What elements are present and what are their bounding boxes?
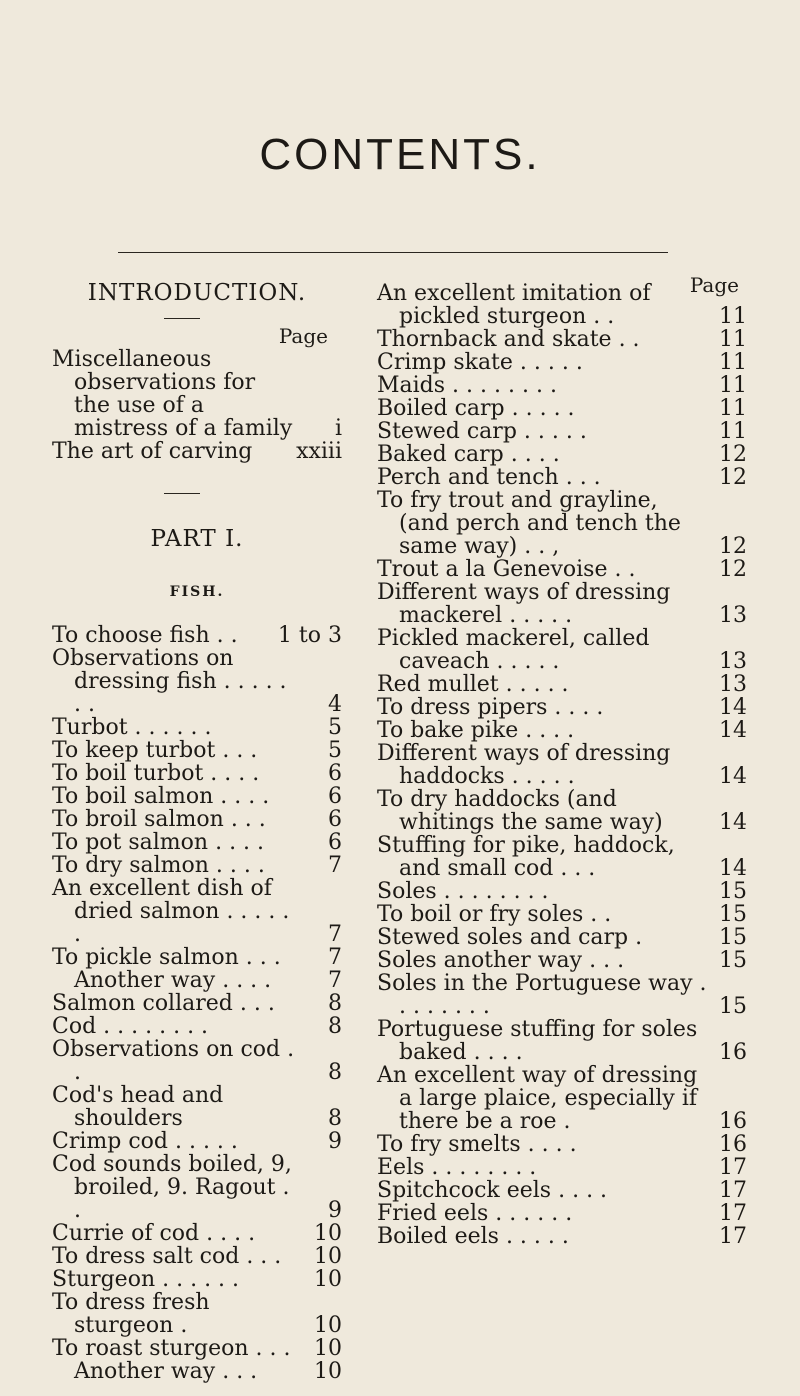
contents-entry: [52, 1268, 342, 1291]
entry-title: Boiled eels . . . . .: [377, 1224, 569, 1249]
entry-page-number: 17: [719, 1201, 747, 1226]
contents-entry: [377, 420, 747, 443]
entry-title: The art of carving: [52, 439, 253, 464]
entry-page-number: 15: [719, 879, 747, 904]
entry-page-number: 8: [328, 1106, 342, 1131]
entry-title: Baked carp . . . .: [377, 442, 560, 467]
section-divider: [164, 493, 200, 494]
contents-entry: [377, 696, 747, 719]
entry-title: Maids . . . . . . . .: [377, 373, 557, 398]
entry-title: Turbot . . . . . .: [52, 715, 212, 740]
entry-title: To keep turbot . . .: [52, 738, 258, 763]
entry-title: To pickle salmon . . .: [52, 945, 281, 970]
entry-page-number: 9: [328, 1129, 342, 1154]
entry-page-number: 5: [328, 738, 342, 763]
contents-entry: [377, 1179, 747, 1202]
left-contents-list: [52, 624, 342, 1383]
entry-title: To dress pipers . . . .: [377, 695, 604, 720]
entry-title: Observations on dressing fish . . . . . . .: [52, 646, 287, 717]
entry-title: Spitchcock eels . . . .: [377, 1178, 608, 1203]
fish-heading: FISH.: [169, 584, 225, 600]
entry-title: Pickled mackerel, called caveach . . . . .: [377, 626, 650, 674]
title-divider: [118, 252, 668, 253]
contents-entry: [52, 854, 342, 877]
entry-page-number: 4: [328, 692, 342, 717]
entry-page-number: 11: [719, 350, 747, 375]
contents-entry: [377, 581, 747, 627]
contents-entry: [377, 627, 747, 673]
contents-entry: [377, 1064, 747, 1133]
contents-entry: [52, 1130, 342, 1153]
entry-title: An excellent imitation of pickled sturgeon . .: [377, 281, 651, 329]
contents-entry: [52, 624, 342, 647]
contents-entry: [52, 1153, 342, 1222]
contents-entry: [377, 1156, 747, 1179]
contents-entry: [52, 1360, 342, 1383]
page-column-label: Page: [689, 273, 739, 297]
entry-page-number: 12: [719, 534, 747, 559]
contents-entry: [52, 1038, 342, 1084]
entry-page-number: 12: [719, 465, 747, 490]
entry-page-number: 8: [328, 991, 342, 1016]
entry-page-number: 6: [328, 784, 342, 809]
contents-entry: [52, 440, 342, 463]
entry-title: To choose fish . .: [52, 623, 238, 648]
entry-page-number: xxiii: [296, 439, 342, 464]
entry-page-number: 14: [719, 764, 747, 789]
entry-page-number: 15: [719, 902, 747, 927]
entry-title: To pot salmon . . . .: [52, 830, 265, 855]
entry-page-number: 7: [328, 945, 342, 970]
contents-entry: [52, 877, 342, 946]
contents-entry: [377, 788, 747, 834]
entry-page-number: 14: [719, 810, 747, 835]
contents-entry: [377, 972, 747, 1018]
entry-page-number: 11: [719, 419, 747, 444]
contents-entry: [377, 351, 747, 374]
entry-title: Cod's head and shoulders: [52, 1083, 224, 1131]
entry-page-number: 11: [719, 327, 747, 352]
entry-title: To dry salmon . . . .: [52, 853, 265, 878]
contents-entry: [377, 1018, 747, 1064]
entry-title: Portuguese stuffing for soles baked . . . .: [377, 1017, 698, 1065]
entry-page-number: i: [334, 416, 342, 441]
entry-page-number: 15: [719, 948, 747, 973]
entry-title: To boil or fry soles . .: [377, 902, 612, 927]
entry-page-number: 7: [328, 922, 342, 947]
entry-page-number: 15: [719, 925, 747, 950]
entry-title: Sturgeon . . . . . .: [52, 1267, 240, 1292]
entry-title: To dress fresh sturgeon .: [52, 1290, 210, 1338]
section-divider: [164, 318, 200, 319]
contents-entry: [52, 785, 342, 808]
contents-entry: [377, 834, 747, 880]
entry-page-number: 14: [719, 718, 747, 743]
contents-entry: [377, 558, 747, 581]
contents-entry: [52, 1084, 342, 1130]
entry-title: Thornback and skate . .: [377, 327, 640, 352]
entry-title: Salmon collared . . .: [52, 991, 275, 1016]
contents-entry: [377, 328, 747, 351]
entry-page-number: 17: [719, 1178, 747, 1203]
entry-title: Currie of cod . . . .: [52, 1221, 256, 1246]
entry-title: Another way . . .: [74, 1359, 258, 1384]
entry-title: Soles . . . . . . . .: [377, 879, 549, 904]
entry-page-number: 15: [719, 994, 747, 1019]
entry-page-number: 12: [719, 442, 747, 467]
entry-title: To dress salt cod . . .: [52, 1244, 282, 1269]
right-contents-list: [377, 282, 747, 1248]
entry-title: Stewed soles and carp .: [377, 925, 643, 950]
entry-page-number: 14: [719, 856, 747, 881]
entry-page-number: 1 to 3: [277, 623, 342, 648]
entry-title: To fry trout and grayline, (and perch and tench the same way) . . ,: [377, 488, 681, 559]
entry-page-number: 17: [719, 1224, 747, 1249]
entry-page-number: 16: [719, 1109, 747, 1134]
entry-title: Cod sounds boiled, 9, broiled, 9. Ragout . .: [52, 1152, 292, 1223]
entry-title: To bake pike . . . .: [377, 718, 575, 743]
contents-entry: [377, 949, 747, 972]
entry-title: Different ways of dressing haddocks . . . . .: [377, 741, 671, 789]
contents-entry: [377, 926, 747, 949]
contents-entry: [377, 489, 747, 558]
entry-title: Another way . . . .: [74, 968, 272, 993]
entry-page-number: 10: [314, 1359, 342, 1384]
contents-entry: [52, 992, 342, 1015]
page-title: CONTENTS.: [259, 130, 541, 179]
contents-entry: [377, 742, 747, 788]
entry-page-number: 11: [719, 304, 747, 329]
entry-title: To roast sturgeon . . .: [52, 1336, 291, 1361]
entry-title: Soles in the Portuguese way . . . . . . . .: [377, 971, 707, 1019]
entry-page-number: 10: [314, 1336, 342, 1361]
contents-entry: [377, 397, 747, 420]
contents-entry: [52, 946, 342, 969]
entry-title: To dry haddocks (and whitings the same way): [377, 787, 663, 835]
contents-entry: [52, 969, 342, 992]
entry-page-number: 12: [719, 557, 747, 582]
contents-entry: [52, 348, 342, 440]
contents-entry: [377, 880, 747, 903]
contents-entry: [52, 808, 342, 831]
entry-page-number: 6: [328, 830, 342, 855]
entry-page-number: 5: [328, 715, 342, 740]
entry-title: To fry smelts . . . .: [377, 1132, 577, 1157]
entry-page-number: 13: [719, 649, 747, 674]
entry-page-number: 16: [719, 1132, 747, 1157]
contents-entry: [52, 716, 342, 739]
entry-page-number: 6: [328, 761, 342, 786]
entry-page-number: 10: [314, 1313, 342, 1338]
contents-entry: [52, 1337, 342, 1360]
entry-title: Miscellaneous observations for the use of a mistress of a family: [52, 347, 293, 441]
entry-title: To broil salmon . . .: [52, 807, 266, 832]
entry-title: Red mullet . . . . .: [377, 672, 569, 697]
entry-page-number: 10: [314, 1267, 342, 1292]
entry-title: Fried eels . . . . . .: [377, 1201, 573, 1226]
right-column: [377, 273, 747, 1249]
introduction-heading: INTRODUCTION.: [87, 280, 307, 306]
part-heading: PART I.: [150, 526, 244, 552]
entry-title: Different ways of dressing mackerel . . . . .: [377, 580, 671, 628]
entry-page-number: 7: [328, 853, 342, 878]
entry-page-number: 11: [719, 373, 747, 398]
entry-title: Crimp skate . . . . .: [377, 350, 583, 375]
contents-entry: [52, 762, 342, 785]
entry-page-number: 16: [719, 1040, 747, 1065]
contents-entry: [377, 282, 747, 328]
entry-page-number: 10: [314, 1221, 342, 1246]
entry-title: Crimp cod . . . . .: [52, 1129, 238, 1154]
entry-title: Soles another way . . .: [377, 948, 625, 973]
entry-page-number: 13: [719, 672, 747, 697]
contents-entry: [52, 1015, 342, 1038]
entry-title: Boiled carp . . . . .: [377, 396, 575, 421]
contents-entry: [377, 466, 747, 489]
contents-entry: [52, 831, 342, 854]
contents-entry: [377, 1225, 747, 1248]
contents-entry: [377, 374, 747, 397]
entry-page-number: 17: [719, 1155, 747, 1180]
entry-title: Stuffing for pike, haddock, and small cod . . .: [377, 833, 675, 881]
page-column-label: Page: [278, 324, 328, 348]
entry-title: Observations on cod . .: [52, 1037, 295, 1085]
entry-page-number: 11: [719, 396, 747, 421]
entry-title: Trout a la Genevoise . .: [377, 557, 636, 582]
entry-page-number: 14: [719, 695, 747, 720]
entry-title: Cod . . . . . . . .: [52, 1014, 209, 1039]
entry-title: Stewed carp . . . . .: [377, 419, 587, 444]
entry-page-number: 9: [328, 1198, 342, 1223]
contents-entry: [52, 739, 342, 762]
entry-title: Eels . . . . . . . .: [377, 1155, 537, 1180]
contents-entry: [52, 647, 342, 716]
contents-entry: [377, 1133, 747, 1156]
entry-title: An excellent dish of dried salmon . . . . . .: [52, 876, 290, 947]
entry-page-number: 7: [328, 968, 342, 993]
entry-title: To boil turbot . . . .: [52, 761, 260, 786]
introduction-list: [52, 348, 342, 463]
entry-page-number: 13: [719, 603, 747, 628]
entry-title: Perch and tench . . .: [377, 465, 601, 490]
contents-entry: [377, 719, 747, 742]
entry-page-number: 6: [328, 807, 342, 832]
contents-entry: [377, 1202, 747, 1225]
entry-title: To boil salmon . . . .: [52, 784, 270, 809]
entry-page-number: 10: [314, 1244, 342, 1269]
contents-entry: [52, 1291, 342, 1337]
contents-entry: [377, 443, 747, 466]
contents-entry: [52, 1222, 342, 1245]
entry-page-number: 8: [328, 1060, 342, 1085]
entry-title: An excellent way of dressing a large plaice, especially if there be a roe .: [377, 1063, 698, 1134]
contents-entry: [52, 1245, 342, 1268]
contents-entry: [377, 673, 747, 696]
left-column: [52, 282, 342, 1383]
contents-entry: [377, 903, 747, 926]
entry-page-number: 8: [328, 1014, 342, 1039]
